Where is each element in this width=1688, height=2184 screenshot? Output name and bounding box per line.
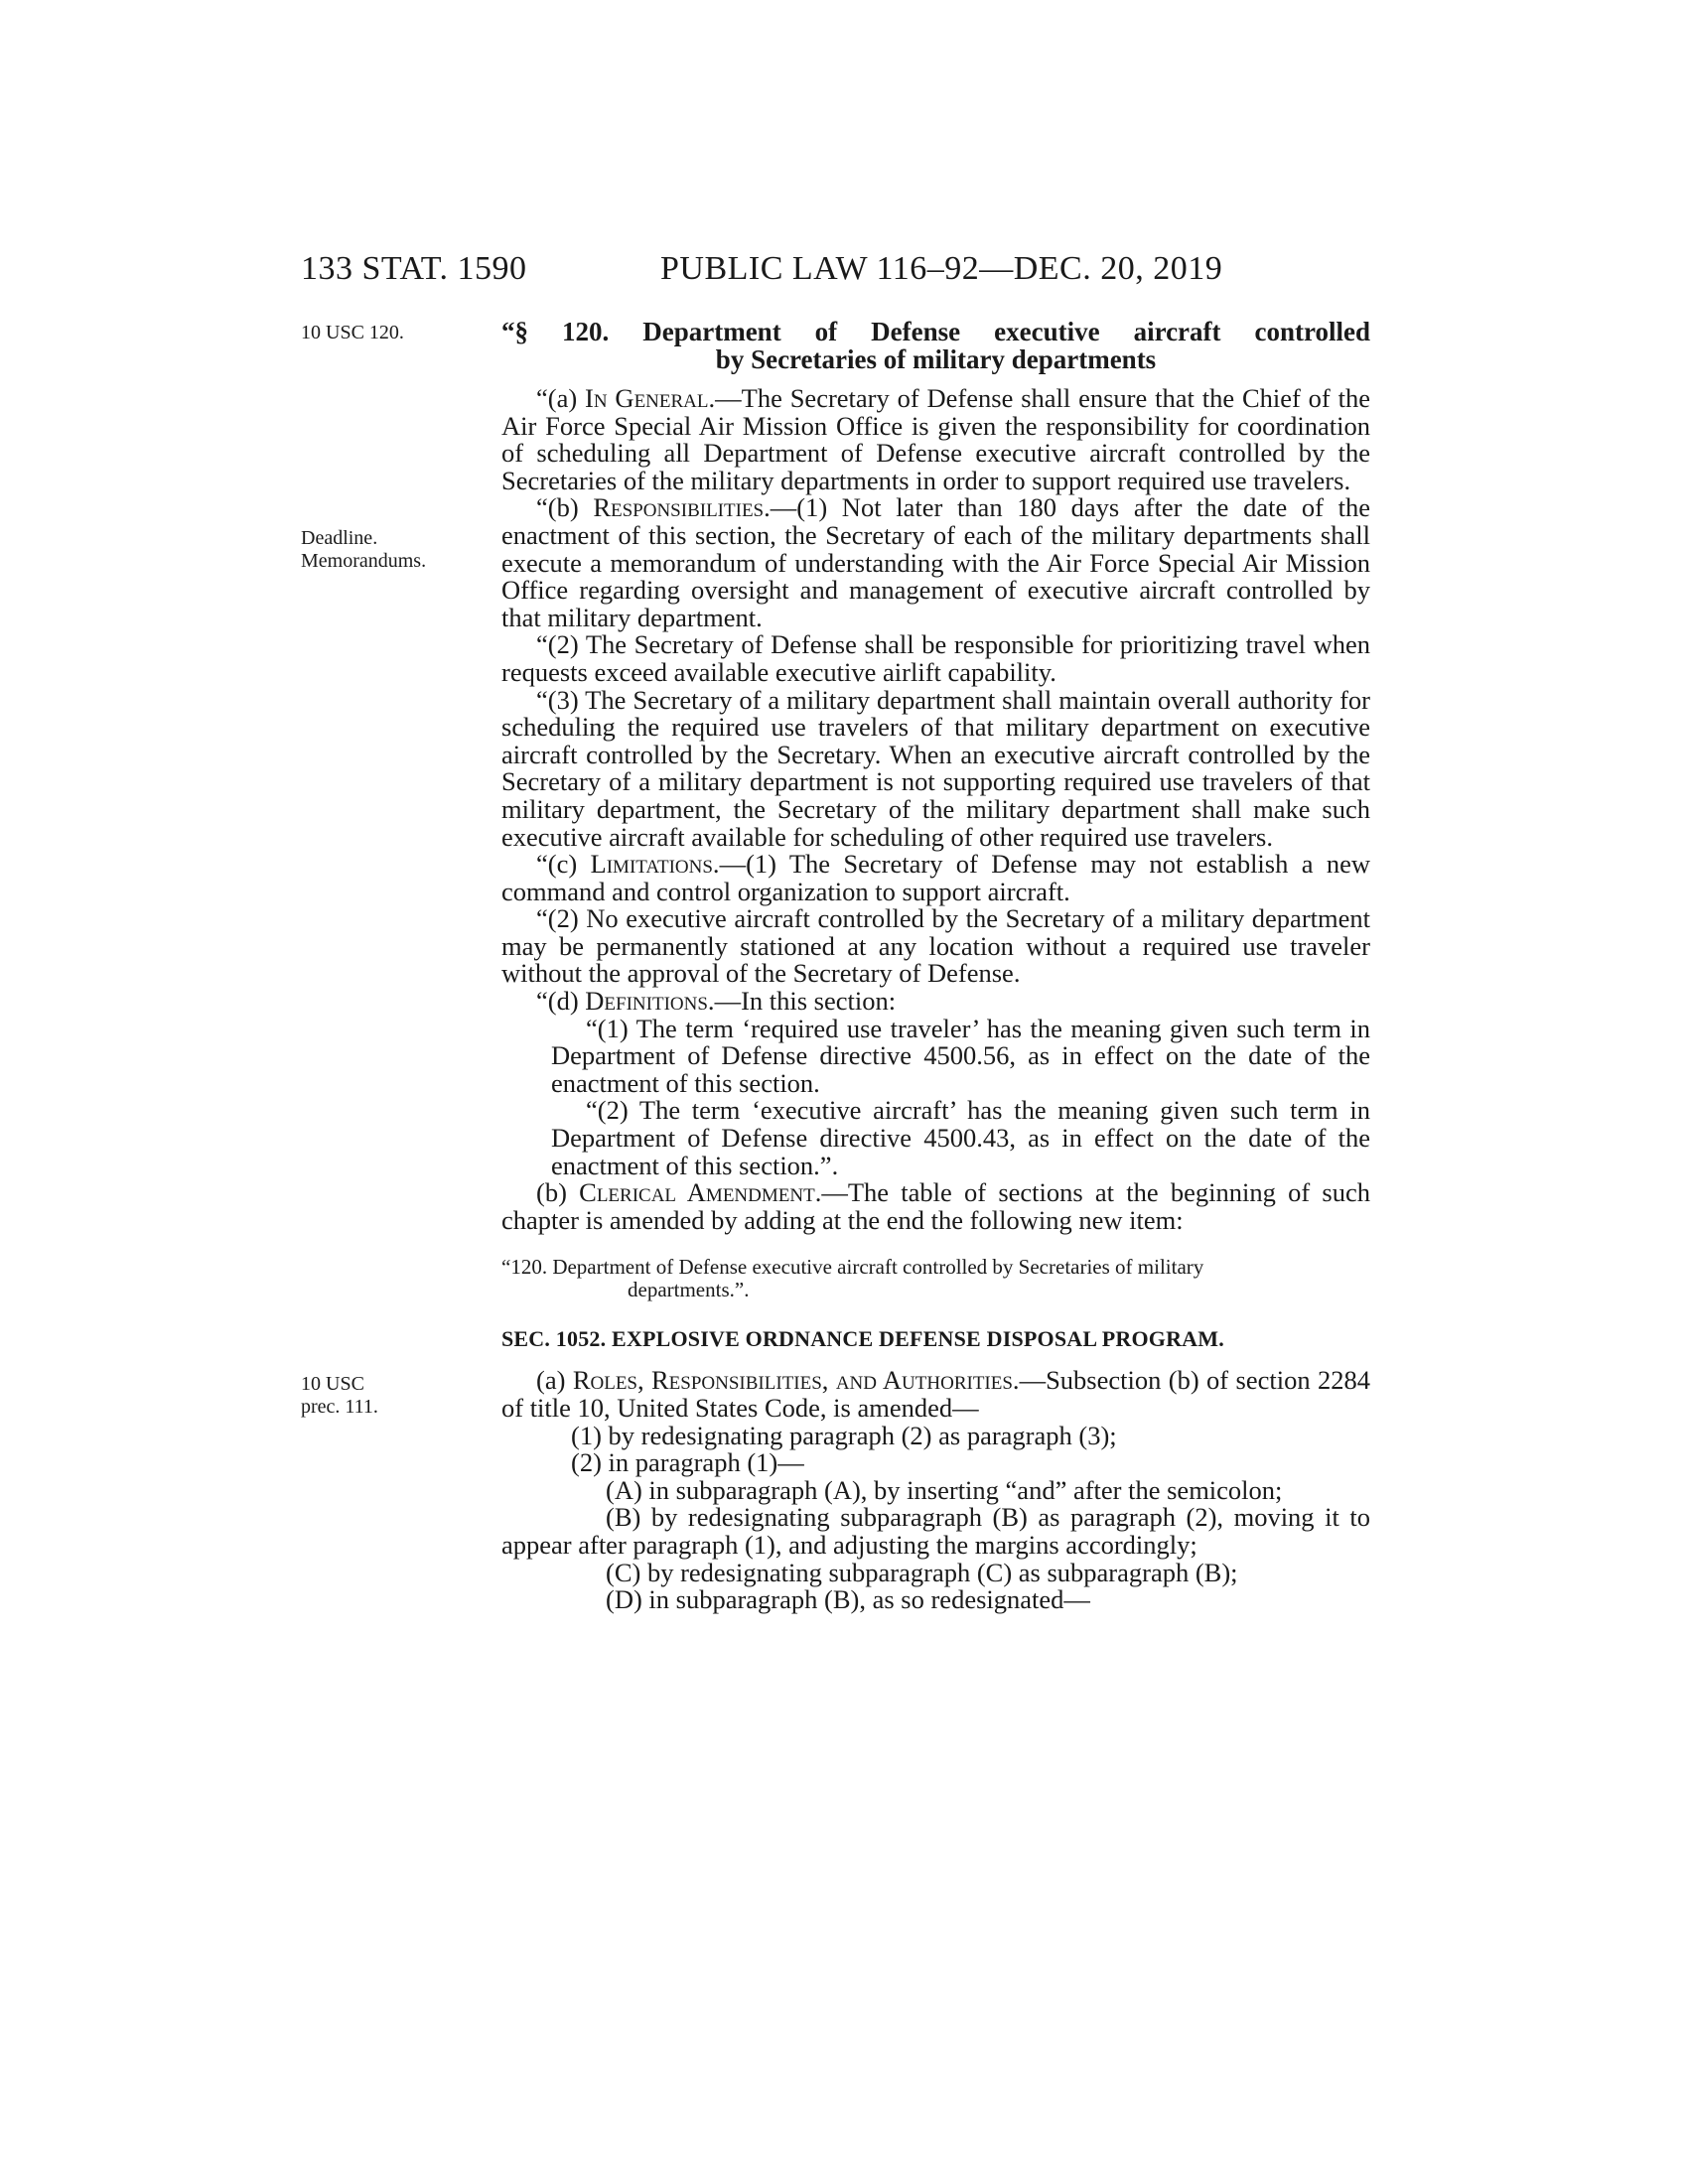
definition-1: “(1) The term ‘required use traveler’ has the meaning given such term in Department of Defense directive 4500.56, as in effect on the date of the enactment of this section.: [551, 1013, 1370, 1098]
margin-note-usc-prec-line2: prec. 111.: [301, 1396, 378, 1418]
amendment-paragraph-1: (1) by redesignating paragraph (2) as paragraph (3);: [571, 1420, 1117, 1450]
definitions-block: [501, 1013, 1370, 1180]
toc-line1: “120. Department of Defense executive aircraft controlled by Secretaries of military: [501, 1255, 1204, 1280]
clerical-amendment-heading: Clerical Amendment.: [579, 1177, 822, 1208]
amendment-paragraph-2: (2) in paragraph (1)—: [571, 1447, 804, 1478]
subsection-c-number: “(c): [536, 849, 591, 880]
subsection-a: [501, 385, 1370, 494]
running-header: PUBLIC LAW 116–92—DEC. 20, 2019: [660, 250, 1223, 287]
subsection-b-2: “(2) The Secretary of Defense shall be responsible for prioritizing travel when requests exceed available executive airlift capability.: [501, 629, 1370, 687]
sec1052-subsection-a-number: (a): [536, 1365, 573, 1396]
sec1052-subsection-a: [501, 1367, 1370, 1422]
subsection-d-heading: Definitions.: [585, 986, 715, 1017]
subsection-c-1-text: —(1) The Secretary of Defense may not establish a new command and control organization to support aircraft.: [501, 849, 1370, 906]
definition-2: “(2) The term ‘executive aircraft’ has the meaning given such term in Department of Defense directive 4500.43, as in effect on the date of the enactment of this section.”.: [551, 1095, 1370, 1180]
margin-note-deadline: Deadline.: [301, 527, 378, 549]
subsection-b-heading: Responsibilities.: [593, 492, 771, 523]
section-title-line1: “§ 120. Department of Defense executive aircraft controlled: [501, 317, 1370, 346]
body-text: [501, 318, 1370, 1614]
subsection-d: [501, 988, 1370, 1016]
amendment-subparagraph-c: (C) by redesignating subparagraph (C) as subparagraph (B);: [606, 1557, 1238, 1587]
subsection-a-number: “(a): [536, 383, 586, 413]
sec1052-subsection-a-heading: Roles, Responsibilities, and Authorities.: [572, 1365, 1020, 1396]
table-of-sections-item: [501, 1256, 1370, 1301]
subsection-a-heading: In General.: [585, 383, 716, 413]
clerical-amendment-number: (b): [536, 1177, 580, 1208]
subsection-b-number: “(b): [536, 492, 594, 523]
margin-note-memorandums: Memorandums.: [301, 550, 427, 572]
subsection-c-1: [501, 851, 1370, 905]
section-title-line2: by Secretaries of military departments: [715, 344, 1157, 374]
subsection-b-3: “(3) The Secretary of a military department shall maintain overall authority for scheduling the required use travelers of that military department on executive aircraft controlled by the Secretary. When an executive aircraft controlled by the Secretary of a military department is not supporting required use travelers of that military department, the Secretary of the military department shall make such executive aircraft available for scheduling of other required use travelers.: [501, 684, 1370, 852]
statute-page-number: 133 STAT. 1590: [301, 250, 527, 287]
margin-note-usc-prec-line1: 10 USC: [301, 1373, 364, 1395]
amendment-subparagraph-a: (A) in subparagraph (A), by inserting “and” after the semicolon;: [606, 1474, 1283, 1505]
sec1052-subsection-a-text: —Subsection (b) of section 2284 of title 10, United States Code, is amended—: [501, 1365, 1370, 1423]
subsection-b-1-text: —(1) Not later than 180 days after the date of the enactment of this section, the Secretary of each of the military departments shall execute a memorandum of understanding with the Air Force Special Air Mission Office regarding oversight and management of executive aircraft controlled by that military department.: [501, 492, 1370, 632]
toc-line2: departments.”.: [628, 1278, 750, 1302]
margin-note-usc-120: 10 USC 120.: [301, 322, 404, 343]
subsection-a-text: —The Secretary of Defense shall ensure that the Chief of the Air Force Special Air Mission Office is given the responsibility for coordination of scheduling all Department of Defense executive aircraft controlled by the Secretaries of the military departments in order to support required use travelers.: [501, 383, 1370, 495]
clerical-amendment: [501, 1179, 1370, 1234]
clerical-amendment-text: —The table of sections at the beginning of such chapter is amended by adding at the end the following new item:: [501, 1177, 1370, 1235]
section-1052-heading: SEC. 1052. EXPLOSIVE ORDNANCE DEFENSE DISPOSAL PROGRAM.: [501, 1326, 1224, 1352]
amendment-subparagraph-d: (D) in subparagraph (B), as so redesignated—: [606, 1584, 1090, 1615]
amendment-subparagraph-b: (B) by redesignating subparagraph (B) as paragraph (2), moving it to appear after paragraph (1), and adjusting the margins accordingly;: [501, 1502, 1370, 1560]
subsection-b-1: [501, 494, 1370, 631]
subsection-c-2: “(2) No executive aircraft controlled by the Secretary of a military department may be permanently stationed at any location without a required use traveler without the approval of the Secretary of Defense.: [501, 903, 1370, 989]
subsection-d-text: —In this section:: [714, 986, 897, 1017]
subsection-d-number: “(d): [536, 986, 586, 1017]
section-120-title: [501, 318, 1370, 373]
subsection-c-heading: Limitations.: [590, 849, 720, 880]
